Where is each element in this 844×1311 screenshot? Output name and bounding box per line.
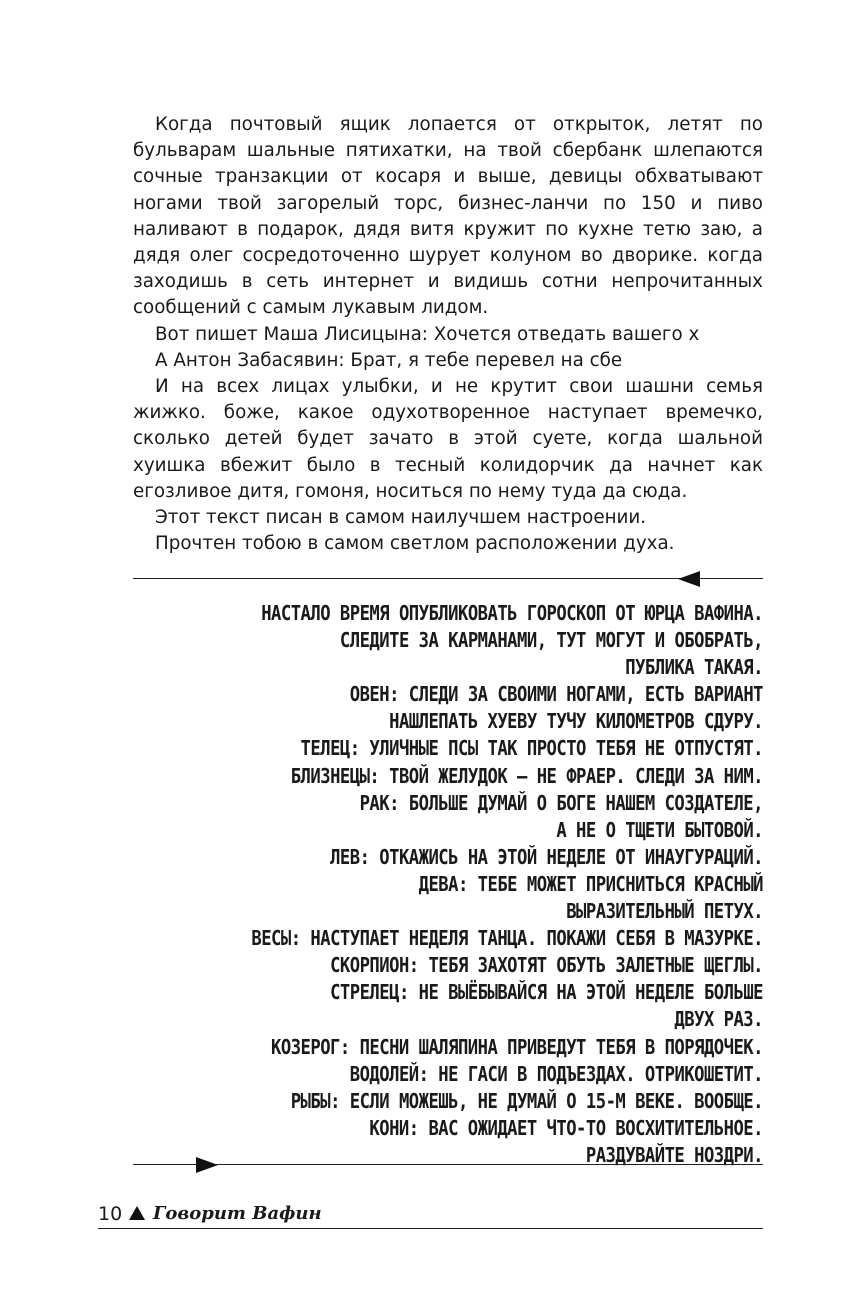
footer-rule: [98, 1228, 763, 1229]
horoscope-line: НАШЛЕПАТЬ ХУЕВУ ТУЧУ КИЛОМЕТРОВ СДУРУ.: [389, 709, 763, 734]
horoscope-line: СЛЕДИТЕ ЗА КАРМАНАМИ, ТУТ МОГУТ И ОБОБРАТЬ,: [339, 628, 763, 653]
horoscope-line: РАЗДУВАЙТЕ НОЗДРИ.: [585, 1142, 763, 1167]
paragraph: Прочтен тобою в самом светлом расположении духа.: [155, 533, 675, 555]
triangle-up-icon: [129, 1206, 145, 1220]
arrow-right-icon: [196, 1157, 218, 1173]
page-number: 10: [98, 1203, 123, 1225]
page-footer: [98, 1195, 763, 1227]
paragraph: Вот пишет Маша Лисицына: Хочется отведать вашего х: [155, 323, 700, 345]
horoscope-line: ЛЕВ: ОТКАЖИСЬ НА ЭТОЙ НЕДЕЛЕ ОТ ИНАУГУРАЦИЙ.: [330, 844, 763, 869]
horoscope-line: ПУБЛИКА ТАКАЯ.: [625, 655, 763, 680]
horoscope-line: ВЫРАЗИТЕЛЬНЫЙ ПЕТУХ.: [566, 899, 763, 924]
divider-top: [133, 578, 763, 579]
horoscope-line: КОНИ: ВАС ОЖИДАЕТ ЧТО-ТО ВОСХИТИТЕЛЬНОЕ.: [369, 1115, 763, 1140]
horoscope-line: ВЕСЫ: НАСТУПАЕТ НЕДЕЛЯ ТАНЦА. ПОКАЖИ СЕБЯ В МАЗУРКЕ.: [251, 926, 763, 951]
paragraph: И на всех лицах улыбки, и не крутит свои шашни семья жижко. боже, какое одухотворенное наступает времечко, сколько детей будет зачато в этой суете, когда шальной хуишка вбежит было в тесный колидорчик да начнет как егозливое дитя, гомоня, носиться по нему туда да сюда.: [133, 376, 763, 502]
horoscope-line: РАК: БОЛЬШЕ ДУМАЙ О БОГЕ НАШЕМ СОЗДАТЕЛЕ,: [359, 790, 763, 815]
horoscope-line: ВОДОЛЕЙ: НЕ ГАСИ В ПОДЪЕЗДАХ. ОТРИКОШЕТИТ.: [349, 1061, 763, 1086]
horoscope-line: А НЕ О ТЩЕТИ БЫТОВОЙ.: [556, 817, 763, 842]
horoscope-line: ОВЕН: СЛЕДИ ЗА СВОИМИ НОГАМИ, ЕСТЬ ВАРИАНТ: [349, 682, 763, 707]
horoscope-line: РЫБЫ: ЕСЛИ МОЖЕШЬ, НЕ ДУМАЙ О 15-М ВЕКЕ. ВООБЩЕ.: [290, 1088, 763, 1113]
horoscope-line: ТЕЛЕЦ: УЛИЧНЫЕ ПСЫ ТАК ПРОСТО ТЕБЯ НЕ ОТПУСТЯТ.: [300, 736, 763, 761]
horoscope-line: БЛИЗНЕЦЫ: ТВОЙ ЖЕЛУДОК — НЕ ФРАЕР. СЛЕДИ ЗА НИМ.: [290, 763, 763, 788]
paragraph: Этот текст писан в самом наилучшем настроении.: [155, 507, 647, 529]
arrow-left-icon: [678, 571, 700, 587]
running-title: Говорит Вафин: [153, 1203, 322, 1224]
horoscope-line: НАСТАЛО ВРЕМЯ ОПУБЛИКОВАТЬ ГОРОСКОП ОТ ЮРЦА ВАФИНА.: [261, 601, 763, 625]
horoscope-line: ДЕВА: ТЕБЕ МОЖЕТ ПРИСНИТЬСЯ КРАСНЫЙ: [418, 871, 763, 896]
horoscope-block: [133, 600, 763, 1169]
prose-block: [133, 112, 763, 557]
paragraph: Когда почтовый ящик лопается от открыток, летят по бульварам шальные пятихатки, на твой сбербанк шлепаются сочные транзакции от косаря и выше, девицы обхватывают ногами твой загорелый торс, бизнес-ланчи по 150 и пиво наливают в подарок, дядя витя кружит по кухне тетю заю, а дядя олег сосредоточенно шурует колуном во дворике. когда заходишь в сеть интернет и видишь сотни непрочитанных сообщений с самым лукавым лидом.: [133, 114, 763, 319]
horoscope-line: СТРЕЛЕЦ: НЕ ВЫЁБЫВАЙСЯ НА ЭТОЙ НЕДЕЛЕ БОЛЬШЕ: [330, 980, 763, 1005]
horoscope-line: ДВУХ РАЗ.: [674, 1007, 763, 1032]
paragraph: А Антон Забасявин: Брат, я тебе перевел на сбе: [155, 349, 623, 371]
horoscope-line: СКОРПИОН: ТЕБЯ ЗАХОТЯТ ОБУТЬ ЗАЛЕТНЫЕ ЩЕГЛЫ.: [330, 953, 763, 978]
divider-bottom: [133, 1164, 763, 1165]
horoscope-line: КОЗЕРОГ: ПЕСНИ ШАЛЯПИНА ПРИВЕДУТ ТЕБЯ В ПОРЯДОЧЕК.: [271, 1034, 763, 1059]
